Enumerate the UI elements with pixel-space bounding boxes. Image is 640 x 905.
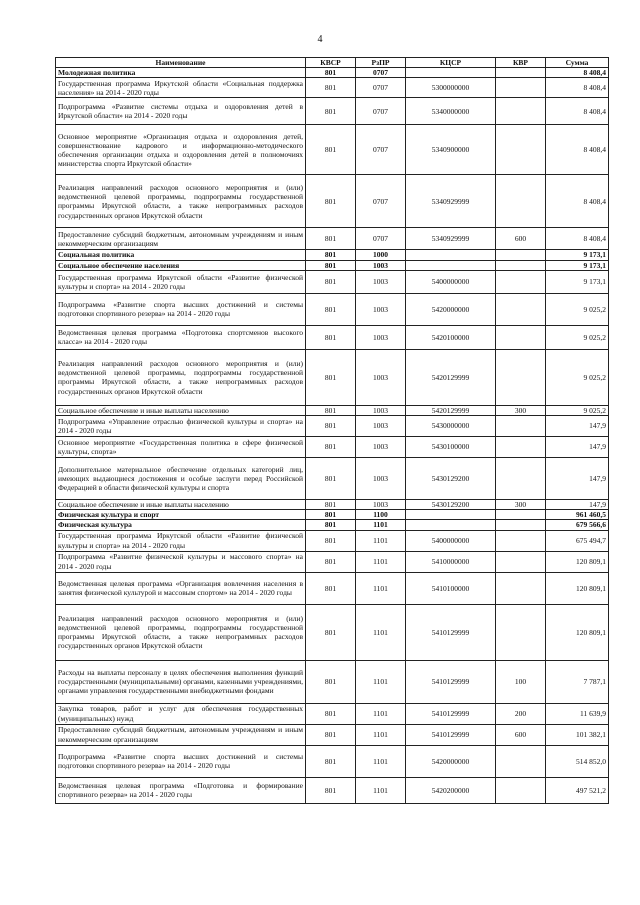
table-row <box>56 520 609 530</box>
cell-name: Социальное обеспечение и иные выплаты населению <box>56 500 306 510</box>
cell-sum: 101 382,1 <box>546 724 609 745</box>
cell-sum: 9 173,1 <box>546 260 609 270</box>
cell-sum: 7 787,1 <box>546 660 609 703</box>
cell-kvr: 300 <box>496 500 546 510</box>
cell-kvsr: 801 <box>306 98 356 125</box>
cell-rzpr: 1003 <box>356 458 406 500</box>
cell-sum: 9 173,1 <box>546 270 609 293</box>
cell-sum: 8 408,4 <box>546 98 609 125</box>
cell-kvr: 200 <box>496 703 546 724</box>
cell-kcsr: 5400000000 <box>406 530 496 551</box>
cell-rzpr: 1003 <box>356 437 406 458</box>
table-row <box>56 293 609 325</box>
table-row <box>56 604 609 660</box>
cell-kcsr: 5430100000 <box>406 437 496 458</box>
cell-name: Государственная программа Иркутской области «Развитие физической культуры и спорта» на 2014 - 2020 годы <box>56 270 306 293</box>
cell-sum: 147,9 <box>546 500 609 510</box>
cell-kvsr: 801 <box>306 703 356 724</box>
cell-sum: 11 639,9 <box>546 703 609 724</box>
cell-rzpr: 0707 <box>356 125 406 175</box>
table-row <box>56 325 609 349</box>
cell-rzpr: 1101 <box>356 572 406 604</box>
cell-kvsr: 801 <box>306 745 356 777</box>
cell-kcsr <box>406 510 496 520</box>
cell-rzpr: 1000 <box>356 250 406 260</box>
cell-kvr <box>496 458 546 500</box>
table-row <box>56 551 609 572</box>
cell-kvsr: 801 <box>306 349 356 405</box>
cell-kvsr: 801 <box>306 250 356 260</box>
table-row <box>56 125 609 175</box>
cell-kvsr: 801 <box>306 660 356 703</box>
cell-rzpr: 1101 <box>356 551 406 572</box>
cell-name: Подпрограмма «Развитие системы отдыха и оздоровления детей в Иркутской области» на 2014 - 2020 годы <box>56 98 306 125</box>
page-number: 4 <box>317 34 323 45</box>
cell-rzpr: 1101 <box>356 745 406 777</box>
table-row <box>56 530 609 551</box>
cell-name: Подпрограмма «Развитие физической культуры и массового спорта» на 2014 - 2020 годы <box>56 551 306 572</box>
cell-kvr <box>496 349 546 405</box>
cell-rzpr: 1003 <box>356 349 406 405</box>
cell-name: Предоставление субсидий бюджетным, автономным учреждениям и иным некоммерческим организациям <box>56 228 306 250</box>
cell-kvr <box>496 325 546 349</box>
column-header-sum: Сумма <box>546 58 609 68</box>
cell-name: Ведомственная целевая программа «Организация вовлечения населения в занятия физической культурой и массовым спортом» на 2014 - 2020 годы <box>56 572 306 604</box>
cell-kcsr <box>406 250 496 260</box>
cell-kvsr: 801 <box>306 175 356 228</box>
cell-kvr <box>496 510 546 520</box>
table-row <box>56 68 609 78</box>
cell-name: Ведомственная целевая программа «Подготовка спортсменов высокого класса» на 2014 - 2020 годы <box>56 325 306 349</box>
cell-kvsr: 801 <box>306 604 356 660</box>
cell-sum: 147,9 <box>546 437 609 458</box>
cell-sum: 9 025,2 <box>546 293 609 325</box>
cell-kvsr: 801 <box>306 551 356 572</box>
table-row <box>56 660 609 703</box>
cell-sum: 120 809,1 <box>546 572 609 604</box>
table-row <box>56 703 609 724</box>
cell-kcsr: 5410129999 <box>406 703 496 724</box>
column-header-kcsr: КЦСР <box>406 58 496 68</box>
cell-kvsr: 801 <box>306 572 356 604</box>
cell-rzpr: 1101 <box>356 777 406 803</box>
cell-kvsr: 801 <box>306 530 356 551</box>
table-row <box>56 228 609 250</box>
cell-kcsr <box>406 260 496 270</box>
cell-kvsr: 801 <box>306 510 356 520</box>
cell-sum: 679 566,6 <box>546 520 609 530</box>
cell-name: Подпрограмма «Развитие спорта высших достижений и системы подготовки спортивного резерва» на 2014 - 2020 годы <box>56 745 306 777</box>
cell-kvsr: 801 <box>306 520 356 530</box>
cell-rzpr: 0707 <box>356 228 406 250</box>
cell-kvsr: 801 <box>306 228 356 250</box>
cell-name: Физическая культура <box>56 520 306 530</box>
cell-sum: 9 173,1 <box>546 250 609 260</box>
cell-kvsr: 801 <box>306 325 356 349</box>
cell-kvr <box>496 530 546 551</box>
cell-kvr <box>496 175 546 228</box>
cell-kcsr <box>406 68 496 78</box>
cell-sum: 9 025,2 <box>546 405 609 415</box>
cell-kvsr: 801 <box>306 437 356 458</box>
cell-name: Реализация направлений расходов основного мероприятия и (или) ведомственной целевой программы, подпрограммы государственной программы Иркутской области, а также непрограммных расходов государственных органов Иркутской области <box>56 349 306 405</box>
cell-kcsr: 5430129200 <box>406 500 496 510</box>
cell-sum: 147,9 <box>546 416 609 437</box>
cell-kvr <box>496 98 546 125</box>
cell-kvr <box>496 125 546 175</box>
cell-kvr <box>496 437 546 458</box>
cell-kvr: 100 <box>496 660 546 703</box>
cell-kvr <box>496 777 546 803</box>
cell-name: Закупка товаров, работ и услуг для обеспечения государственных (муниципальных) нужд <box>56 703 306 724</box>
column-header-rzpr: РзПР <box>356 58 406 68</box>
cell-rzpr: 1003 <box>356 293 406 325</box>
cell-kcsr: 5400000000 <box>406 270 496 293</box>
cell-kcsr: 5420000000 <box>406 293 496 325</box>
cell-kcsr: 5410129999 <box>406 604 496 660</box>
cell-rzpr: 1101 <box>356 530 406 551</box>
cell-rzpr: 0707 <box>356 175 406 228</box>
cell-rzpr: 1101 <box>356 520 406 530</box>
cell-name: Социальная политика <box>56 250 306 260</box>
cell-name: Дополнительное материальное обеспечение отдельных категорий лиц, имеющих выдающиеся достижения и особые заслуги перед Российской Федерацией в области физической культуры и спорта <box>56 458 306 500</box>
cell-kvsr: 801 <box>306 293 356 325</box>
cell-name: Расходы на выплаты персоналу в целях обеспечения выполнения функций государственными (муниципальными) органами, казенными учреждениями, органами управления государственными внебюджетными фондами <box>56 660 306 703</box>
cell-kvr <box>496 293 546 325</box>
cell-kcsr: 5410129999 <box>406 660 496 703</box>
cell-kvsr: 801 <box>306 724 356 745</box>
cell-name: Основное мероприятие «Государственная политика в сфере физической культуры, спорта» <box>56 437 306 458</box>
column-header-kvr: КВР <box>496 58 546 68</box>
cell-sum: 8 408,4 <box>546 125 609 175</box>
cell-kcsr: 5340929999 <box>406 175 496 228</box>
table-row <box>56 416 609 437</box>
column-header-kvsr: КВСР <box>306 58 356 68</box>
table-body <box>56 68 609 803</box>
cell-kcsr: 5340900000 <box>406 125 496 175</box>
cell-kvsr: 801 <box>306 270 356 293</box>
cell-name: Государственная программа Иркутской области «Развитие физической культуры и спорта» на 2014 - 2020 годы <box>56 530 306 551</box>
cell-kvr <box>496 520 546 530</box>
table-row <box>56 260 609 270</box>
cell-kcsr: 5410129999 <box>406 724 496 745</box>
table-row <box>56 405 609 415</box>
table-row <box>56 510 609 520</box>
cell-kvr <box>496 572 546 604</box>
cell-kvr <box>496 78 546 98</box>
cell-sum: 497 521,2 <box>546 777 609 803</box>
cell-kvr: 300 <box>496 405 546 415</box>
table-row <box>56 437 609 458</box>
cell-kvr <box>496 604 546 660</box>
cell-kcsr: 5420129999 <box>406 349 496 405</box>
cell-kvsr: 801 <box>306 458 356 500</box>
cell-sum: 961 460,5 <box>546 510 609 520</box>
cell-rzpr: 0707 <box>356 68 406 78</box>
table-row <box>56 572 609 604</box>
cell-name: Ведомственная целевая программа «Подготовка и формирование спортивного резерва» на 2014 - 2020 годы <box>56 777 306 803</box>
cell-kvsr: 801 <box>306 125 356 175</box>
table-row <box>56 500 609 510</box>
table-row <box>56 745 609 777</box>
cell-kvr <box>496 416 546 437</box>
cell-name: Подпрограмма «Управление отраслью физической культуры и спорта» на 2014 - 2020 годы <box>56 416 306 437</box>
table-row <box>56 458 609 500</box>
cell-rzpr: 1101 <box>356 724 406 745</box>
cell-rzpr: 0707 <box>356 78 406 98</box>
cell-rzpr: 1003 <box>356 270 406 293</box>
cell-kvr <box>496 250 546 260</box>
budget-table <box>55 57 609 804</box>
cell-rzpr: 1101 <box>356 660 406 703</box>
cell-kcsr: 5430000000 <box>406 416 496 437</box>
cell-kvr: 600 <box>496 228 546 250</box>
cell-name: Предоставление субсидий бюджетным, автономным учреждениям и иным некоммерческим организациям <box>56 724 306 745</box>
column-header-name: Наименование <box>56 58 306 68</box>
cell-rzpr: 0707 <box>356 98 406 125</box>
cell-kvr <box>496 260 546 270</box>
cell-rzpr: 1100 <box>356 510 406 520</box>
cell-sum: 120 809,1 <box>546 604 609 660</box>
cell-name: Подпрограмма «Развитие спорта высших достижений и системы подготовки спортивного резерва» на 2014 - 2020 годы <box>56 293 306 325</box>
cell-kcsr: 5410000000 <box>406 551 496 572</box>
cell-kcsr: 5410100000 <box>406 572 496 604</box>
table-row <box>56 98 609 125</box>
cell-rzpr: 1003 <box>356 416 406 437</box>
cell-sum: 147,9 <box>546 458 609 500</box>
cell-rzpr: 1003 <box>356 260 406 270</box>
cell-sum: 8 408,4 <box>546 78 609 98</box>
table-row <box>56 724 609 745</box>
cell-kcsr <box>406 520 496 530</box>
cell-rzpr: 1003 <box>356 405 406 415</box>
cell-rzpr: 1101 <box>356 604 406 660</box>
cell-name: Физическая культура и спорт <box>56 510 306 520</box>
cell-name: Основное мероприятие «Организация отдыха и оздоровления детей, совершенствование кадрового и информационно-методического обеспечения организации отдыха и оздоровления детей в полномочиях министерства спорта Иркутской области» <box>56 125 306 175</box>
cell-name: Государственная программа Иркутской области «Социальная поддержка населения» на 2014 - 2020 годы <box>56 78 306 98</box>
table-row <box>56 270 609 293</box>
table-row <box>56 250 609 260</box>
cell-kcsr: 5300000000 <box>406 78 496 98</box>
cell-kvr <box>496 68 546 78</box>
table-header-row <box>56 58 609 68</box>
cell-kvr <box>496 270 546 293</box>
cell-name: Реализация направлений расходов основного мероприятия и (или) ведомственной целевой программы, подпрограммы государственной программы Иркутской области, а также непрограммных расходов государственных органов Иркутской области <box>56 175 306 228</box>
cell-name: Социальное обеспечение и иные выплаты населению <box>56 405 306 415</box>
cell-sum: 8 408,4 <box>546 175 609 228</box>
table-row <box>56 175 609 228</box>
cell-kvsr: 801 <box>306 405 356 415</box>
cell-name: Молодежная политика <box>56 68 306 78</box>
cell-rzpr: 1101 <box>356 703 406 724</box>
cell-kvsr: 801 <box>306 777 356 803</box>
cell-kvsr: 801 <box>306 68 356 78</box>
table-row <box>56 777 609 803</box>
cell-sum: 9 025,2 <box>546 349 609 405</box>
cell-sum: 8 408,4 <box>546 228 609 250</box>
cell-kcsr: 5340929999 <box>406 228 496 250</box>
cell-kcsr: 5430129200 <box>406 458 496 500</box>
table-row <box>56 349 609 405</box>
cell-sum: 8 408,4 <box>546 68 609 78</box>
cell-kcsr: 5420129999 <box>406 405 496 415</box>
cell-kcsr: 5420200000 <box>406 777 496 803</box>
cell-sum: 120 809,1 <box>546 551 609 572</box>
table-row <box>56 78 609 98</box>
cell-sum: 9 025,2 <box>546 325 609 349</box>
cell-sum: 675 494,7 <box>546 530 609 551</box>
cell-kvr <box>496 551 546 572</box>
cell-kvsr: 801 <box>306 78 356 98</box>
cell-name: Социальное обеспечение населения <box>56 260 306 270</box>
cell-sum: 514 852,0 <box>546 745 609 777</box>
cell-kcsr: 5420000000 <box>406 745 496 777</box>
cell-kcsr: 5420100000 <box>406 325 496 349</box>
cell-kvsr: 801 <box>306 260 356 270</box>
cell-rzpr: 1003 <box>356 325 406 349</box>
cell-kvsr: 801 <box>306 416 356 437</box>
cell-kvsr: 801 <box>306 500 356 510</box>
cell-rzpr: 1003 <box>356 500 406 510</box>
cell-kvr <box>496 745 546 777</box>
cell-kvr: 600 <box>496 724 546 745</box>
cell-kcsr: 5340000000 <box>406 98 496 125</box>
cell-name: Реализация направлений расходов основного мероприятия и (или) ведомственной целевой программы, подпрограммы государственной программы Иркутской области, а также непрограммных расходов государственных органов Иркутской области <box>56 604 306 660</box>
